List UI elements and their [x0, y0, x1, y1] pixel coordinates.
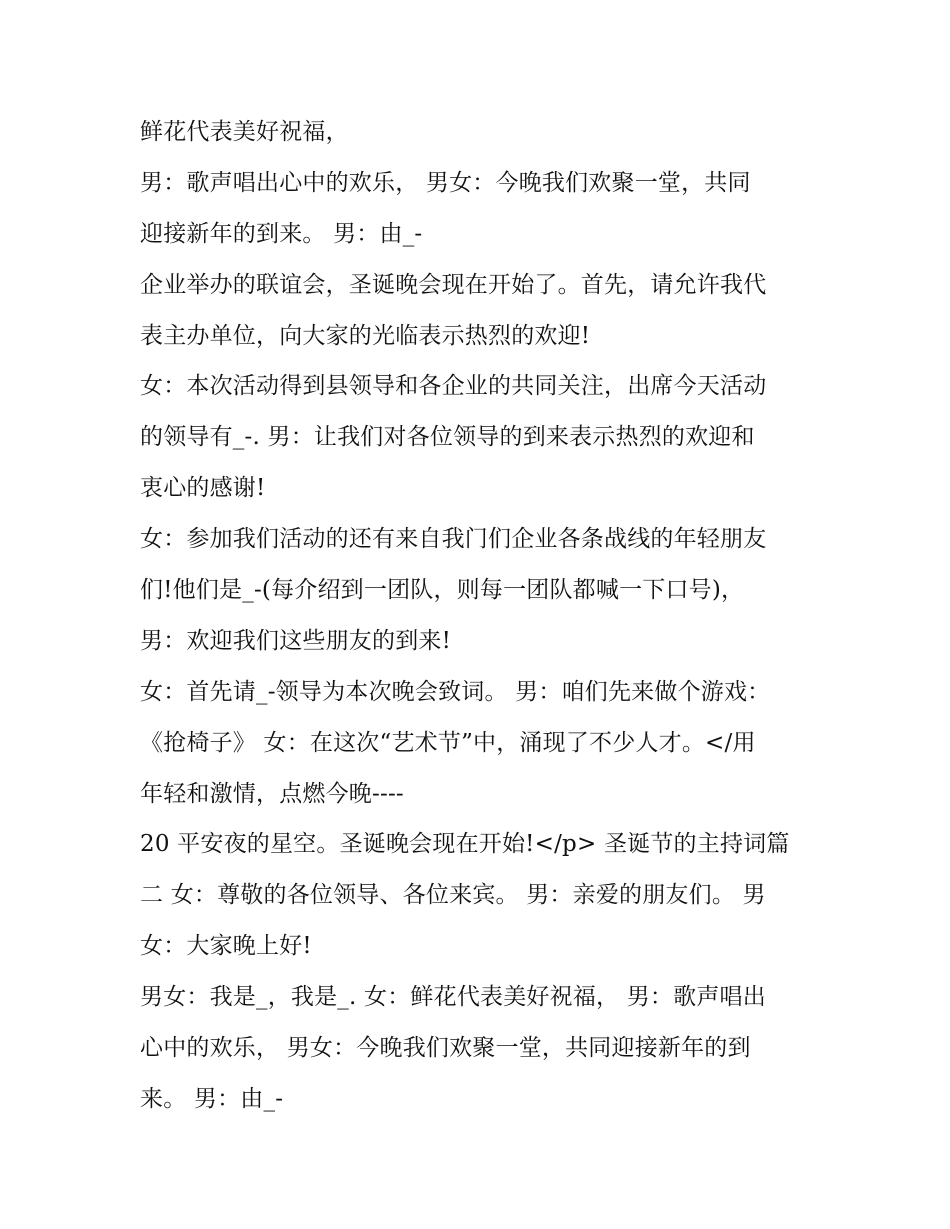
text-line: 来。 男：由_- [140, 1085, 284, 1112]
text-line: 20 平安夜的星空。圣诞晚会现在开始!</p> 圣诞节的主持词篇 [140, 831, 790, 858]
document-body [140, 107, 830, 1125]
text-line: 二 女：尊敬的各位领导、各位来宾。 男：亲爱的朋友们。 男 [140, 882, 766, 909]
text-line: 男女：我是_，我是_. 女：鲜花代表美好祝福， 男：歌声唱出 [140, 984, 766, 1011]
text-line: 企业举办的联谊会，圣诞晚会现在开始了。首先，请允许我代 [140, 271, 767, 298]
text-line: 们!他们是_-(每介绍到一团队，则每一团队都喊一下口号)， [140, 577, 745, 604]
text-line: 迎接新年的到来。 男：由_- [140, 220, 423, 247]
text-line: 衷心的感谢! [140, 475, 266, 502]
text-line: 心中的欢乐， 男女：今晚我们欢聚一堂，共同迎接新年的到 [140, 1035, 751, 1062]
text-line: 女：首先请_-领导为本次晚会致词。 男：咱们先来做个游戏： [140, 678, 771, 705]
text-line: 鲜花代表美好祝福， [140, 119, 349, 145]
text-line: 女：大家晚上好! [140, 933, 312, 960]
text-line: 表主办单位，向大家的光临表示热烈的欢迎! [140, 322, 591, 349]
text-line: 的领导有_-. 男：让我们对各位领导的到来表示热烈的欢迎和 [140, 424, 755, 451]
text-line: 年轻和激情，点燃今晚---- [140, 780, 404, 807]
text-line: 男：歌声唱出心中的欢乐， 男女：今晚我们欢聚一堂，共同 [140, 169, 751, 196]
text-line: 男：欢迎我们这些朋友的到来! [140, 627, 452, 654]
text-line: 女：本次活动得到县领导和各企业的共同关注，出席今天活动 [140, 373, 767, 400]
text-line: 《抢椅子》 女：在这次“艺术节”中，涌现了不少人才。</用 [140, 729, 756, 756]
text-line: 女：参加我们活动的还有来自我门们企业各条战线的年轻朋友 [140, 526, 767, 553]
